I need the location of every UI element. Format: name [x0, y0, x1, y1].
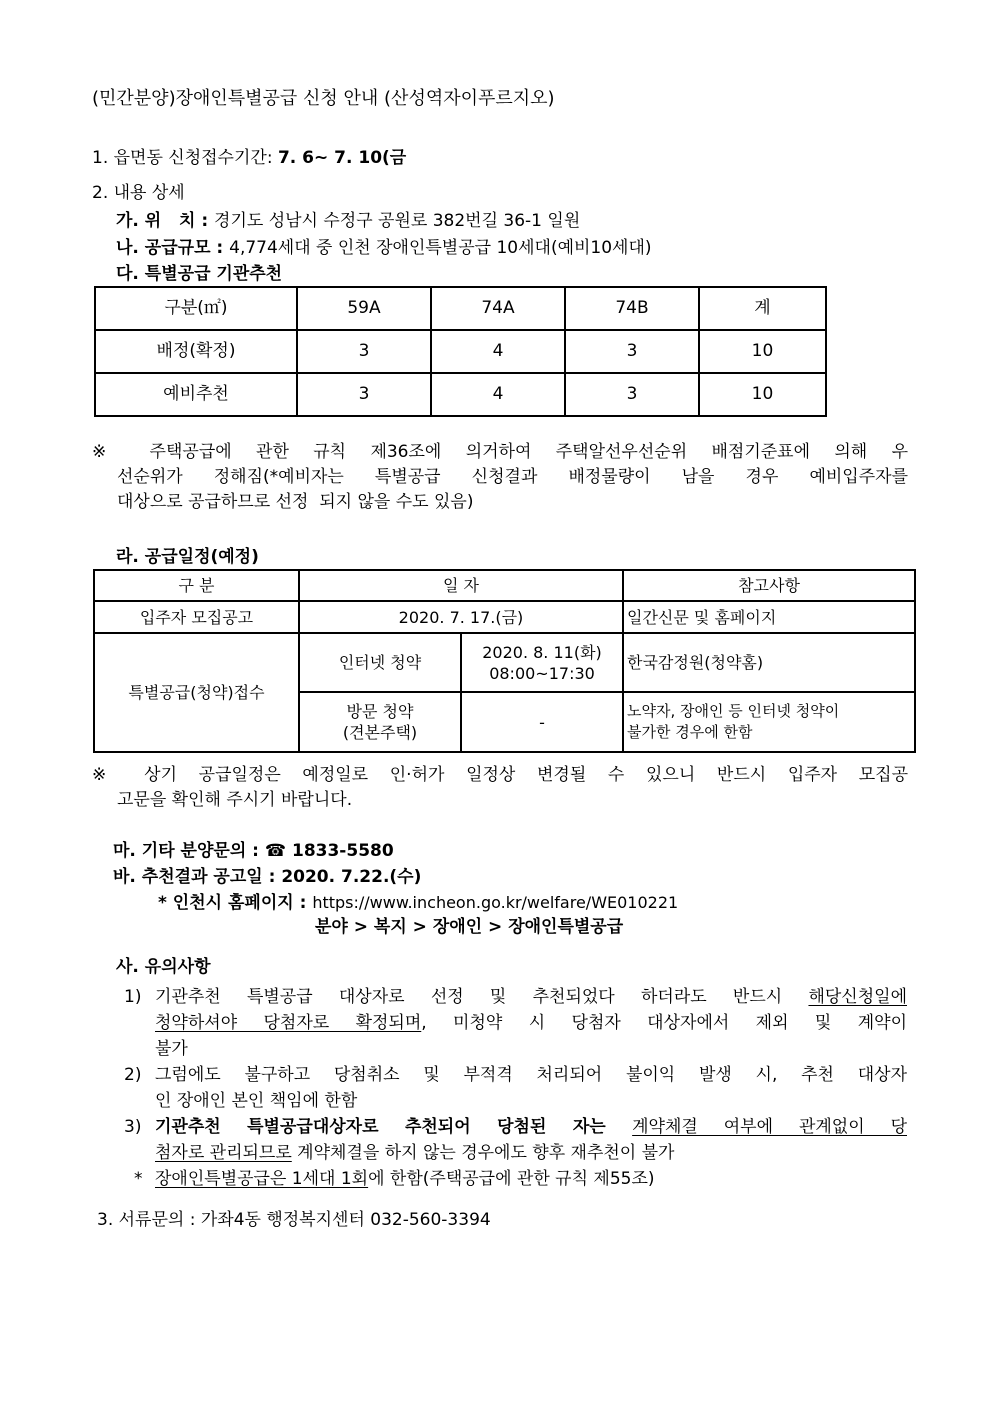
- notices-list: [124, 984, 908, 1192]
- notice-item-1-body: [155, 984, 907, 1062]
- section-1-label: 1. 읍면동 신청접수기간:: [92, 148, 278, 168]
- homepage-label: * 인천시 홈페이지 :: [158, 893, 313, 913]
- notice-item-2-line1: 그럼에도 불구하고 당첨취소 및 부적격 처리되어 불이익 발생 시, 추천 대상자: [155, 1065, 907, 1085]
- allocation-row2-59a: 3: [297, 373, 431, 416]
- notice-item-1-text-b: , 미청약 시 당첨자 대상자에서 제외 및 계약이: [421, 1013, 907, 1033]
- notice-item-3: [124, 1114, 908, 1166]
- sales-phone-number: 1833-5580: [286, 841, 394, 861]
- sales-inquiry-label: 마. 기타 분양문의 :: [113, 841, 265, 861]
- schedule-row3-method-line2: (견본주택): [342, 723, 418, 742]
- notice-item-2: [124, 1062, 908, 1114]
- table-row: [94, 633, 915, 692]
- note-schedule-change-line1: ※ 상기 공급일정은 예정일로 인·허가 일정상 변경될 수 있으니 반드시 입주자 모집공: [92, 765, 908, 785]
- notice-item-3-line1: [155, 1114, 907, 1140]
- homepage-url: https://www.incheon.go.kr/welfare/WE010221: [312, 893, 679, 912]
- location-line: [116, 209, 580, 234]
- notice-item-3-underline-a: 계약체결 여부에 관계없이 당: [632, 1117, 907, 1137]
- phone-icon: ☎: [264, 841, 287, 861]
- notice-item-4-text: 에 한함(주택공급에 관한 규칙 제55조): [368, 1169, 655, 1189]
- location-value: 경기도 성남시 수정구 공원로 382번길 36-1 일원: [214, 211, 581, 231]
- allocation-header-row: [95, 287, 826, 330]
- schedule-row3-date: -: [461, 692, 623, 752]
- note-priority: [92, 440, 908, 515]
- notice-item-3-bold: 기관추천 특별공급대상자로 추천되어 당첨된 자는: [155, 1117, 633, 1137]
- note-schedule-change: [92, 763, 908, 813]
- section-2-heading: 2. 내용 상세: [92, 183, 185, 203]
- section-1-line: [92, 146, 406, 171]
- allocation-row1-label: 배정(확정): [95, 330, 297, 373]
- schedule-group-label: 특별공급(청약)접수: [94, 633, 299, 752]
- notice-item-4-underline: 장애인특별공급은 1세대 1회: [155, 1169, 369, 1189]
- schedule-heading: 라. 공급일정(예정): [116, 547, 259, 567]
- allocation-row1-59a: 3: [297, 330, 431, 373]
- schedule-row1-category: 입주자 모집공고: [94, 601, 299, 633]
- document-inquiry-line: 3. 서류문의 : 가좌4동 행정복지센터 032-560-3394: [97, 1210, 491, 1230]
- schedule-table: [93, 569, 916, 753]
- schedule-header-category: 구 분: [94, 570, 299, 601]
- schedule-header-date: 일 자: [299, 570, 623, 601]
- allocation-row2-label: 예비추천: [95, 373, 297, 416]
- table-row: [95, 373, 826, 416]
- schedule-row2-method: 인터넷 청약: [299, 633, 461, 692]
- allocation-header-74b: 74B: [565, 287, 699, 330]
- notice-item-1-underline-b: 청약하셔야 당첨자로 확정되며: [155, 1013, 422, 1033]
- schedule-header-row: [94, 570, 915, 601]
- supply-scale-line: [116, 236, 652, 261]
- notice-item-4-number: *: [134, 1169, 143, 1189]
- allocation-row1-74a: 4: [431, 330, 565, 373]
- table-1-heading: 다. 특별공급 기관추천: [116, 264, 283, 284]
- schedule-row2-date-line1: 2020. 8. 11(화): [482, 642, 602, 662]
- note-priority-line1: ※ 주택공급에 관한 규칙 제36조에 의거하여 주택알선우선순위 배점기준표에 의해 우: [92, 442, 908, 462]
- notice-item-3-text: 계약체결을 하지 않는 경우에도 향후 재추천이 불가: [291, 1143, 675, 1163]
- schedule-row1-note: 일간신문 및 홈페이지: [623, 601, 915, 633]
- sales-inquiry-line: [113, 839, 394, 864]
- result-announcement-label: 바. 추천결과 공고일 :: [113, 867, 282, 887]
- notice-item-3-body: [155, 1114, 907, 1166]
- notice-item-1-line2: [155, 1010, 907, 1036]
- schedule-row2-note: 한국감정원(청약홈): [623, 633, 915, 692]
- result-announcement-date: 2020. 7.22.(수): [281, 867, 422, 887]
- notice-item-1-text-a: 기관추천 특별공급 대상자로 선정 및 추천되었다 하더라도 반드시: [155, 987, 809, 1007]
- allocation-row2-74a: 4: [431, 373, 565, 416]
- allocation-row2-74b: 3: [565, 373, 699, 416]
- schedule-row2-date: [461, 633, 623, 692]
- notice-item-2-line2: 인 장애인 본인 책임에 한함: [155, 1091, 358, 1111]
- page-title: (민간분양)장애인특별공급 신청 안내 (산성역자이푸르지오): [92, 88, 555, 109]
- location-label: 가. 위 치 :: [116, 211, 215, 231]
- schedule-row3-method: [299, 692, 461, 752]
- allocation-header-total: 계: [699, 287, 826, 330]
- allocation-header-74a: 74A: [431, 287, 565, 330]
- notices-heading: 사. 유의사항: [116, 957, 211, 977]
- notice-item-4: [124, 1166, 908, 1192]
- notice-item-1-line1: [155, 984, 907, 1010]
- allocation-table: [94, 286, 827, 417]
- application-period: 7. 6~ 7. 10(금: [277, 148, 407, 168]
- notice-item-3-number: 3): [124, 1117, 142, 1137]
- note-priority-line3: 대상으로 공급하므로 선정 되지 않을 수도 있음): [117, 492, 474, 512]
- allocation-header-type: 구분(㎡): [95, 287, 297, 330]
- homepage-path-line: 분야 > 복지 > 장애인 > 장애인특별공급: [315, 917, 624, 937]
- allocation-row2-total: 10: [699, 373, 826, 416]
- schedule-row3-note-line1: 노약자, 장애인 등 인터넷 청약이: [627, 702, 840, 720]
- table-row: [95, 330, 826, 373]
- schedule-row3-note-line2: 불가한 경우에 한함: [627, 723, 753, 741]
- note-schedule-change-line2: 고문을 확인해 주시기 바랍니다.: [117, 790, 353, 810]
- table-row: [94, 601, 915, 633]
- note-priority-line2: 선순위가 정해짐(*예비자는 특별공급 신청결과 배정물량이 남을 경우 예비입주자를: [117, 467, 908, 487]
- schedule-row3-note: [623, 692, 915, 752]
- result-announcement-line: [113, 865, 421, 890]
- schedule-row2-date-line2: 08:00~17:30: [489, 663, 595, 683]
- notice-item-1-number: 1): [124, 987, 142, 1007]
- schedule-row1-date: 2020. 7. 17.(금): [299, 601, 623, 633]
- notice-item-1-line3: 불가: [155, 1039, 188, 1059]
- notice-item-3-line2: [155, 1140, 907, 1166]
- schedule-row3-method-line1: 방문 청약: [346, 702, 414, 721]
- notice-item-1-underline-a: 해당신청일에: [808, 987, 907, 1007]
- notice-item-4-body: [155, 1166, 897, 1192]
- supply-scale-value: 4,774세대 중 인천 장애인특별공급 10세대(예비10세대): [229, 238, 652, 258]
- allocation-header-59a: 59A: [297, 287, 431, 330]
- allocation-row1-total: 10: [699, 330, 826, 373]
- supply-scale-label: 나. 공급규모 :: [116, 238, 230, 258]
- allocation-row1-74b: 3: [565, 330, 699, 373]
- notice-item-2-body: [155, 1062, 907, 1114]
- notice-item-2-number: 2): [124, 1065, 142, 1085]
- notice-item-3-underline-b: 첨자로 관리되므로: [155, 1143, 292, 1163]
- notice-item-1: [124, 984, 908, 1062]
- schedule-header-note: 참고사항: [623, 570, 915, 601]
- homepage-line: [158, 890, 678, 916]
